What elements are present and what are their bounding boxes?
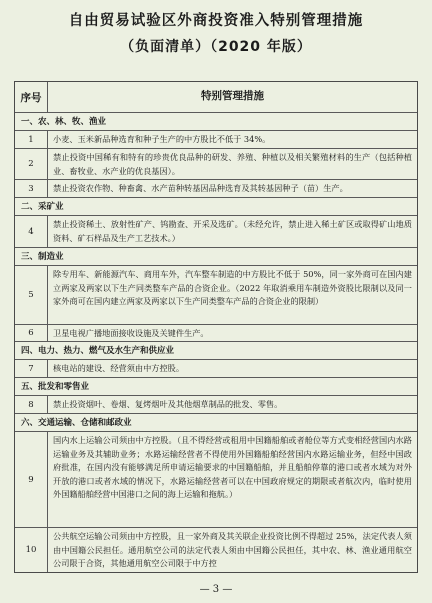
header-number: 序号 (15, 82, 48, 112)
row-number: 4 (15, 216, 48, 247)
section-heading: 六、交通运输、仓储和邮政业 (15, 413, 417, 431)
row-number: 7 (15, 360, 48, 377)
table-row (15, 265, 417, 324)
row-number: 8 (15, 396, 48, 413)
section-heading: 三、制造业 (15, 247, 417, 265)
row-number: 9 (15, 432, 48, 527)
row-number: 10 (15, 528, 48, 572)
row-text: 除专用车、新能源汽车、商用车外，汽车整车制造的中方股比不低于 50%，同一家外商可在国内建立两家及两家以下生产同类整车产品的合资企业。（2022 年取消乘用车制造外资股比限制以及同一家外商可在国内建立两家及两家以下生产同类整车产品的合资企业的限制） (53, 269, 412, 306)
row-text: 禁止投资中国稀有和特有的珍贵优良品种的研发、养殖、种植以及相关繁殖材料的生产（包括种植业、畜牧业、水产业的优良基因）。 (53, 152, 412, 176)
row-text: 卫星电视广播地面接收设施及关键件生产。 (53, 328, 209, 338)
section-heading: 五、批发和零售业 (15, 377, 417, 395)
table-row (15, 148, 417, 179)
page-number: — 3 — (199, 584, 233, 595)
table-row (15, 215, 417, 247)
row-number: 1 (15, 131, 48, 148)
table-row (15, 395, 417, 413)
table-header (15, 82, 417, 112)
row-text: 小麦、玉米新品种选育和种子生产的中方股比不低于 34%。 (53, 134, 271, 144)
table-row (15, 324, 417, 341)
row-number: 3 (15, 180, 48, 197)
header-measure: 特别管理措施 (201, 90, 264, 103)
table-row (15, 130, 417, 148)
row-text: 禁止投资稀土、放射性矿产、钨勘查、开采及选矿。（未经允许，禁止进入稀土矿区或取得矿山地质资料、矿石样品及生产工艺技术。） (53, 219, 412, 243)
document-subtitle: （负面清单）（2020 年版） (120, 39, 312, 55)
row-number: 6 (15, 325, 48, 341)
row-text: 公共航空运输公司须由中方控股，且一家外商及其关联企业投资比例不得超过 25%，法定代表人须由中国籍公民担任。通用航空公司的法定代表人须由中国籍公民担任，其中农、林、渔业通用航空公司限于合资，其他通用航空公司限于中方控 (53, 531, 412, 568)
row-number: 5 (15, 266, 48, 324)
table-row (15, 431, 417, 527)
row-text: 国内水上运输公司须由中方控股。（且不得经营或租用中国籍船舶或者舱位等方式变相经营国内水路运输业务及其辅助业务；水路运输经营者不得使用外国籍船舶经营国内水路运输业务，但经中国政府批准，在国内没有能够满足所申请运输要求的中国籍船舶，并且船舶停靠的港口或者水域为对外开放的港口或者水域的情况下，水路运输经营者可以在中国政府规定的期限或者航次内，临时使用外国籍船舶经营中国港口之间的海上运输和拖航。） (53, 435, 412, 499)
section-heading: 二、采矿业 (15, 197, 417, 215)
row-text: 禁止投资烟叶、卷烟、复烤烟叶及其他烟草制品的批发、零售。 (53, 399, 283, 409)
negative-list-table (14, 81, 418, 573)
row-text: 核电站的建设、经营须由中方控股。 (53, 363, 185, 373)
section-heading: 四、电力、热力、燃气及水生产和供应业 (15, 341, 417, 359)
document-title: 自由贸易试验区外商投资准入特别管理措施 (68, 13, 364, 29)
table-row (15, 527, 417, 572)
section-heading: 一、农、林、牧、渔业 (15, 112, 417, 130)
table-row (15, 179, 417, 197)
row-number: 2 (15, 149, 48, 179)
row-text: 禁止投资农作物、种畜禽、水产苗种转基因品种选育及其转基因种子（苗）生产。 (53, 183, 348, 193)
table-row (15, 359, 417, 377)
